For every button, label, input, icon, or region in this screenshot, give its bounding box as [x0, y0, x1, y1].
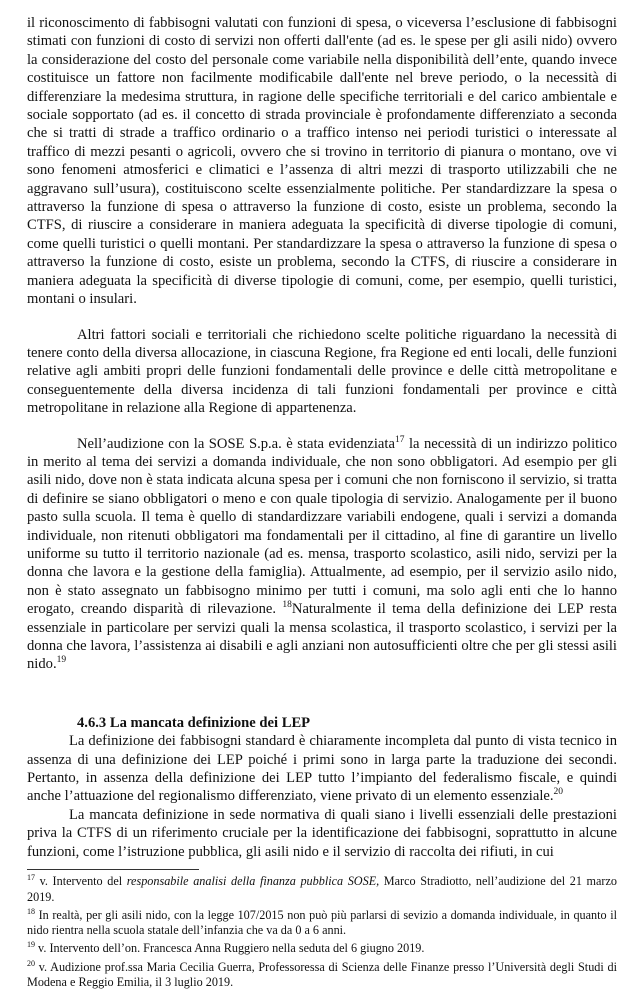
paragraph-lep-definition [27, 732, 617, 806]
text-segment: Naturalmente il tema della definizione dei LEP resta essenziale in particolare per servizi quali la mensa scolastica, il trasporto scolastico, i servizi per la donna che lavora, l’assistenza ai disabili e agli anziani non autosufficienti oltre che per gli stessi asili nido. [27, 601, 617, 673]
footnote-text: v. Intervento del [35, 874, 127, 889]
paragraph-social-factors: Altri fattori sociali e territoriali che richiedono scelte politiche riguardano la necessità di tenere conto della diversa allocazione, in ciascuna Regione, fra Regione ed enti locali, delle funzioni relative agli ambiti propri delle funzioni fondamentali delle province e delle città metropolitane e conseguentemente della diversa incidenza di tali funzioni fondamentali per province e città metropolitane in relazione alla Regione di appartenenza. [27, 326, 617, 417]
paragraph-continuation: il riconoscimento di fabbisogni valutati con funzioni di spesa, o viceversa l’esclusione di fabbisogni stimati con funzioni di costo di servizi non offerti dall'ente (ad es. le spese per gli asili nido) ovvero la considerazione del costo del personale come variabile nella disponibilità dell’ente, quando invece costituisce un fattore non facilmente modificabile dall'ente nel breve periodo, o la necessità di differenziare la medesima struttura, in ragione delle specifiche territoriali e del carico ambientale e sociale sopportato (ad es. il concetto di strada provinciale è profondamente differenziato a seconda che si tratti di strade a traffico ordinario o a traffico intenso nei periodi turistici o interessate al traffico di mezzi pesanti o agricoli, ovvero che si trovino in territorio di pianura o montano, ove vi sono fenomeni atmosferici e climatici e l’assenza di altri mezzi di trasporto utilizzabili che ne aggravano sull’usura), costituiscono scelte essenzialmente politiche. Per standardizzare la spesa o attraverso la funzione di spesa o attraverso la funzione di costo, esiste un problema, secondo la CTFS, di riuscire a considerare in maniera adeguata la specificità di diverse tipologie di comuni, come quelli turistici o quelli montani. Per standardizzare la spesa o attraverso la funzione di spesa o attraverso la funzione di costo, esiste un problema, secondo la CTFS, di riuscire a considerare in maniera adeguata la specificità di diverse tipologie di comuni, come, per esempio, quelli turistici, montani o insulari. [27, 15, 617, 308]
text-segment: Nell’audizione con la SOSE S.p.a. è stata evidenziata [77, 435, 395, 452]
section-heading: 4.6.3 La mancata definizione dei LEP [77, 714, 311, 731]
footnote-ref-18[interactable]: 18 [282, 600, 292, 611]
footnote-18 [27, 908, 617, 939]
paragraph-lep-missing: La mancata definizione in sede normativa di quali siano i livelli essenziali delle prestazioni priva la CTFS di un riferimento cruciale per la identificazione dei fabbisogni, soprattutto in alcune funzioni, come l’istruzione pubblica, gli asili nido e il servizio di raccolta dei rifiuti, in cui [27, 806, 617, 860]
document-page [27, 14, 617, 993]
footnote-ref-17[interactable]: 17 [394, 434, 405, 445]
footnote-text: In realtà, per gli asili nido, con la legge 107/2015 non può più parlarsi di sevizio a domanda individuale, in quanto il nido rientra nella scuola statale dell’infanzia che va da 0 a 6 anni. [27, 907, 617, 938]
text-segment: la necessità di un indirizzo politico in merito al tema dei servizi a domanda individuale, che non sono obbligatori. Ad esempio per gli asili nido, dove non è stata indicata alcuna spesa per i comuni che non forniscono il servizio, si tratta di definire se siano obbligatori o meno e con quale tipologia di servizio. Analogamente per il buono pasto sulla scuola. Il tema è quello di standardizzare variabili endogene, quali i servizi a domanda individuale, non ritenuti obbligatori ma fondamentali per il cittadino, al fine di garantire un livello uniforme su tutto il territorio nazionale (ad es. mensa, trasporto scolastico, asili nido, servizi per la donna che lavora e la gestione della famiglia). Attualmente, ad esempio, per il servizio asilo nido, non è stato assegnato un fabbisogno minimo per tutti i comuni, ma solo agli enti che lo hanno erogato, creando disparità di rilevazione. [27, 435, 618, 618]
footnote-ref-20[interactable]: 20 [553, 787, 564, 798]
paragraph-sose-hearing [27, 435, 617, 674]
footnote-number: 19 [27, 940, 35, 950]
footnote-number: 18 [27, 906, 35, 916]
footnote-number: 20 [27, 958, 35, 968]
footnote-17 [27, 874, 617, 905]
text-segment: La definizione dei fabbisogni standard è chiaramente incompleta dal punto di vista tecnico in assenza di una definizione dei LEP poiché i primi sono in larga parte la traduzione dei secondi. Pertanto, in assenza della definizione dei LEP tutto l’impianto del federalismo fiscale, e quindi anche l’attuazione del regionalismo differenziato, viene privato di un elemento essenziale. [27, 733, 617, 805]
footnote-text: v. Intervento dell’on. Francesca Anna Ruggiero nella seduta del 6 giugno 2019. [35, 941, 425, 956]
footnote-emphasis: responsabile analisi della finanza pubblica SOSE, [126, 874, 380, 889]
footnote-separator [27, 869, 199, 870]
footnote-ref-19[interactable]: 19 [56, 655, 67, 666]
footnote-20 [27, 960, 617, 991]
footnote-number: 17 [27, 873, 35, 882]
footnote-text: v. Audizione prof.ssa Maria Cecilia Guerra, Professoressa di Scienza delle Finanze presso l’Università degli Studi di Modena e Reggio Emilia, il 3 luglio 2019. [27, 959, 617, 990]
footnote-text: Marco Stradiotto, nell’audizione del 21 marzo 2019. [27, 874, 617, 904]
footnote-19 [27, 941, 617, 957]
